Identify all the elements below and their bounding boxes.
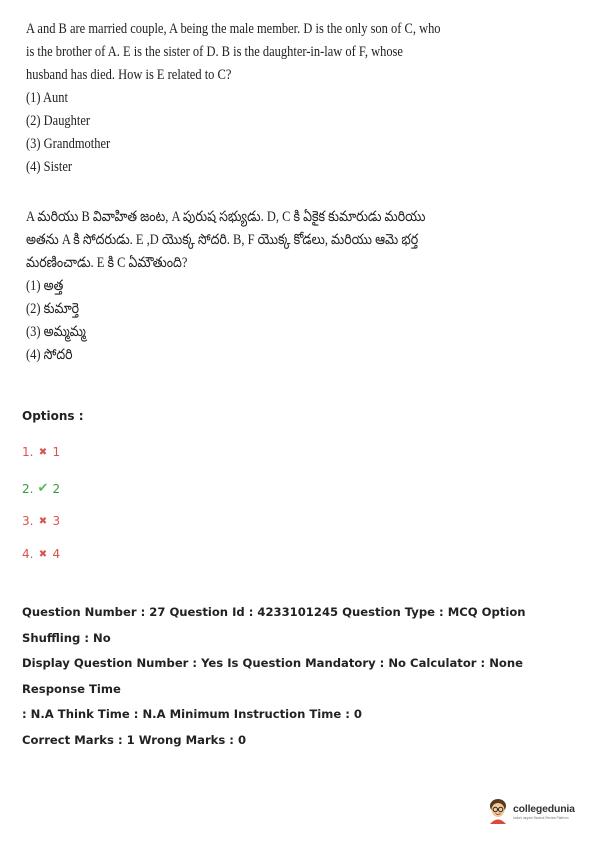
answer-option-2 [22, 481, 60, 496]
answer-option-number: 2. [22, 481, 34, 496]
answer-option-3 [22, 514, 60, 528]
question-option-english-2: (2) Daughter [26, 113, 91, 129]
answer-option-value: 4 [52, 547, 61, 561]
options-heading: Options : [22, 409, 84, 423]
metadata-line-4: Correct Marks : 1 Wrong Marks : 0 [22, 732, 247, 747]
question-text-english: A and B are married couple, A being the male member. D is the only son of C, who is the brother of A. E is the sister of D. B is the daughter-in-law of F, whose husband has died. How is E related to C? [26, 21, 441, 83]
metadata-line-1: Question Number : 27 Question Id : 4233101245 Question Type : MCQ Option Shuffling : No [22, 605, 526, 645]
question-option-telugu-2: (2) కుమార్తె [26, 301, 80, 317]
brand-logo [486, 795, 588, 827]
checkmark-icon: ✔ [37, 481, 49, 496]
answer-option-value: 1 [52, 445, 61, 459]
question-option-english-4: (4) Sister [26, 159, 73, 175]
cross-icon: ✖ [38, 515, 48, 527]
metadata-line-2: Display Question Number : Yes Is Question Mandatory : No Calculator : None Response Time [22, 656, 524, 696]
question-option-english-1: (1) Aunt [26, 90, 68, 106]
student-mascot-icon [486, 797, 510, 825]
brand-tagline: India's largest Student Review Platform [513, 815, 569, 820]
brand-text [513, 803, 575, 820]
question-option-telugu-1: (1) అత్త [26, 278, 64, 294]
answer-option-1 [22, 445, 60, 459]
question-english [26, 18, 446, 179]
question-text-telugu: A మరియు B వివాహిత జంట, A పురుష సభ్యుడు. D, C కి ఏకైక కుమారుడు మరియు అతను A కి సోదరుడు. E ,D యొక్క సోదరి. B, F యొక్క కోడలు, మరియు ఆమె భర్త మరణించాడు. E కి C ఏమౌతుంది? [26, 209, 426, 271]
cross-icon: ✖ [38, 548, 48, 560]
answer-option-number: 4. [22, 547, 34, 561]
question-option-telugu-3: (3) అమ్మమ్మ [26, 324, 86, 340]
question-option-telugu-4: (4) సోదరి [26, 347, 73, 363]
answer-option-number: 1. [22, 445, 34, 459]
answer-option-4 [22, 547, 60, 561]
answer-option-number: 3. [22, 514, 34, 528]
brand-name: collegedunia [513, 802, 575, 815]
answer-option-value: 3 [52, 514, 61, 528]
answer-option-value: 2 [52, 481, 61, 496]
question-option-english-3: (3) Grandmother [26, 136, 111, 152]
cross-icon: ✖ [38, 446, 48, 458]
question-metadata [22, 600, 582, 753]
metadata-line-3: : N.A Think Time : N.A Minimum Instruction Time : 0 [22, 707, 362, 721]
question-telugu [26, 206, 446, 367]
